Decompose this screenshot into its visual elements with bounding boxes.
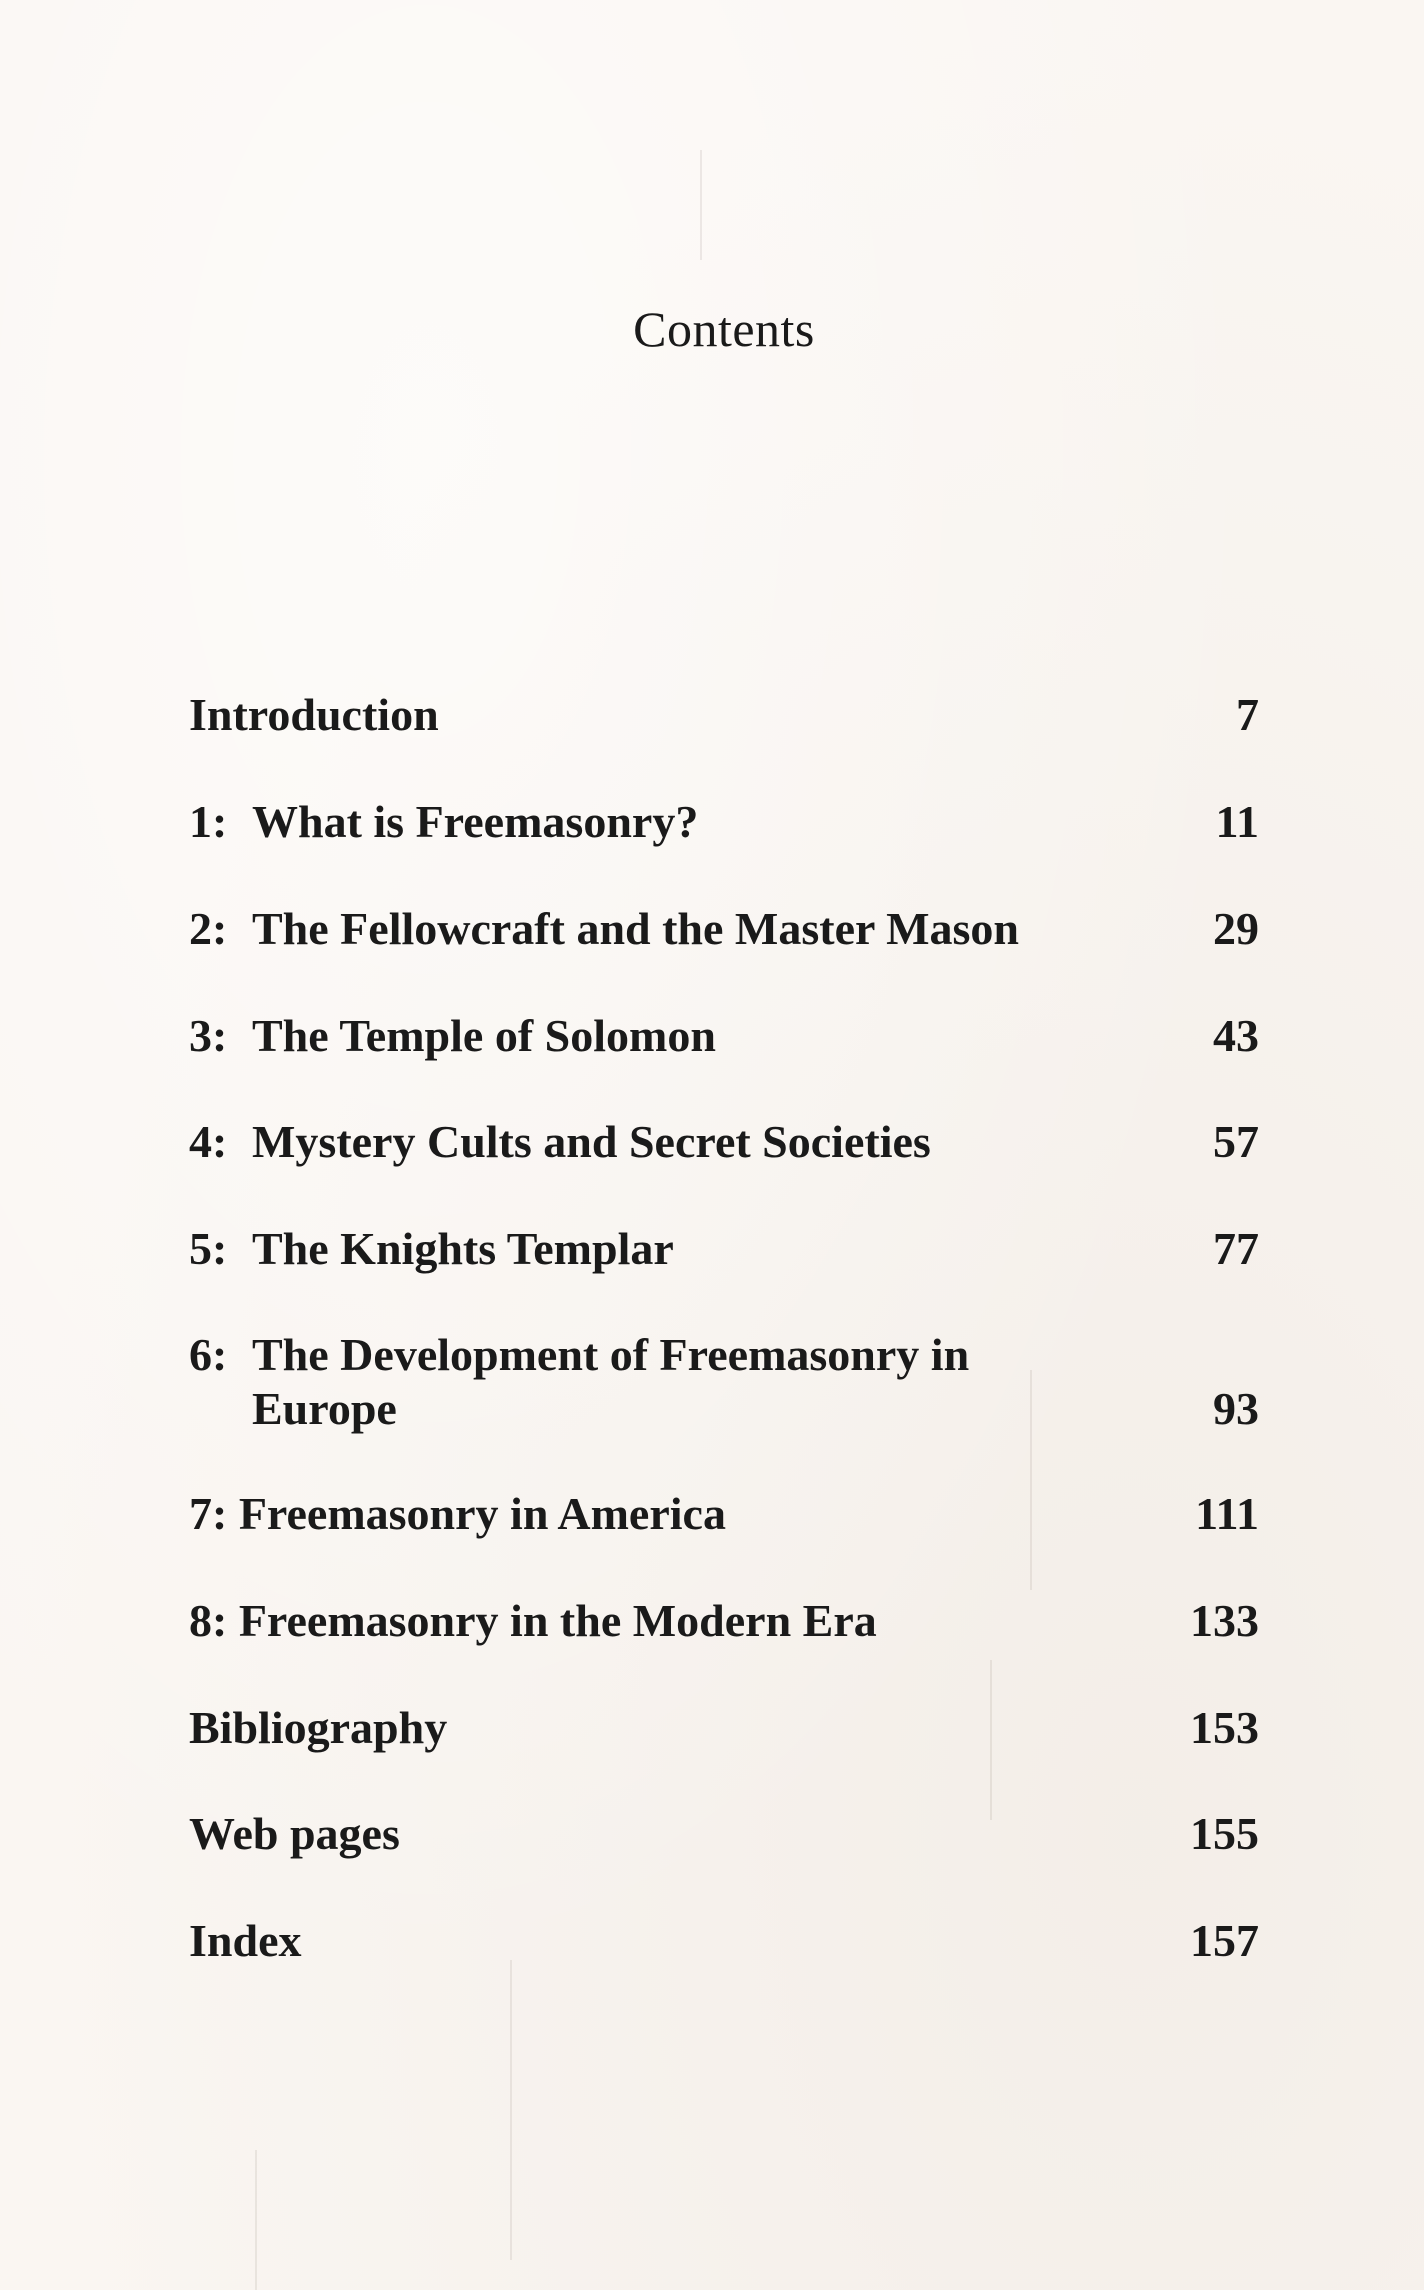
toc-entry-title: The Temple of Solomon (252, 1010, 716, 1061)
toc-entry-page: 57 (1213, 1116, 1259, 1167)
toc-entry-number: 1: (189, 796, 228, 847)
toc-entry-page: 133 (1190, 1595, 1259, 1646)
toc-entry-page: 153 (1190, 1702, 1259, 1753)
page-title: Contents (633, 301, 815, 357)
toc-entry-page: 11 (1215, 796, 1259, 847)
toc-entry-number: 5: (189, 1223, 228, 1274)
toc-entry-title: 7: Freemasonry in America (189, 1488, 726, 1539)
toc-entry-title: The Knights Templar (252, 1223, 674, 1274)
toc-entry-title: Bibliography (189, 1702, 448, 1753)
toc-entry-page: 43 (1213, 1010, 1259, 1061)
toc-entry-number: 3: (189, 1010, 228, 1061)
toc-entry-number: 2: (189, 903, 228, 954)
toc-entry-title: What is Freemasonry? (252, 796, 699, 847)
toc-entry-page: 111 (1195, 1488, 1259, 1539)
toc-entry-title: The Fellowcraft and the Master Mason (252, 903, 1019, 954)
toc-entry-page: 93 (1213, 1383, 1259, 1434)
page-crease (510, 1960, 512, 2260)
toc-entry-page: 29 (1213, 903, 1259, 954)
toc-entry-title-continued: Europe (252, 1383, 397, 1434)
toc-entry-page: 155 (1190, 1808, 1259, 1859)
page-crease (255, 2150, 257, 2290)
toc-entry-page: 77 (1213, 1223, 1259, 1274)
toc-entry-page: 7 (1236, 689, 1259, 740)
toc-entry-title: 8: Freemasonry in the Modern Era (189, 1595, 877, 1646)
page-crease (700, 150, 702, 260)
toc-entry-title: The Development of Freemasonry in (252, 1329, 970, 1380)
page-crease (990, 1660, 992, 1820)
toc-entry-title: Index (189, 1915, 302, 1966)
toc-entry-page: 157 (1190, 1915, 1259, 1966)
toc-entry-title: Introduction (189, 689, 439, 740)
toc-entry-number: 4: (189, 1116, 228, 1167)
toc-entry-number: 6: (189, 1329, 228, 1380)
toc-entry-title: Mystery Cults and Secret Societies (252, 1116, 931, 1167)
toc-entry-title: Web pages (189, 1808, 400, 1859)
